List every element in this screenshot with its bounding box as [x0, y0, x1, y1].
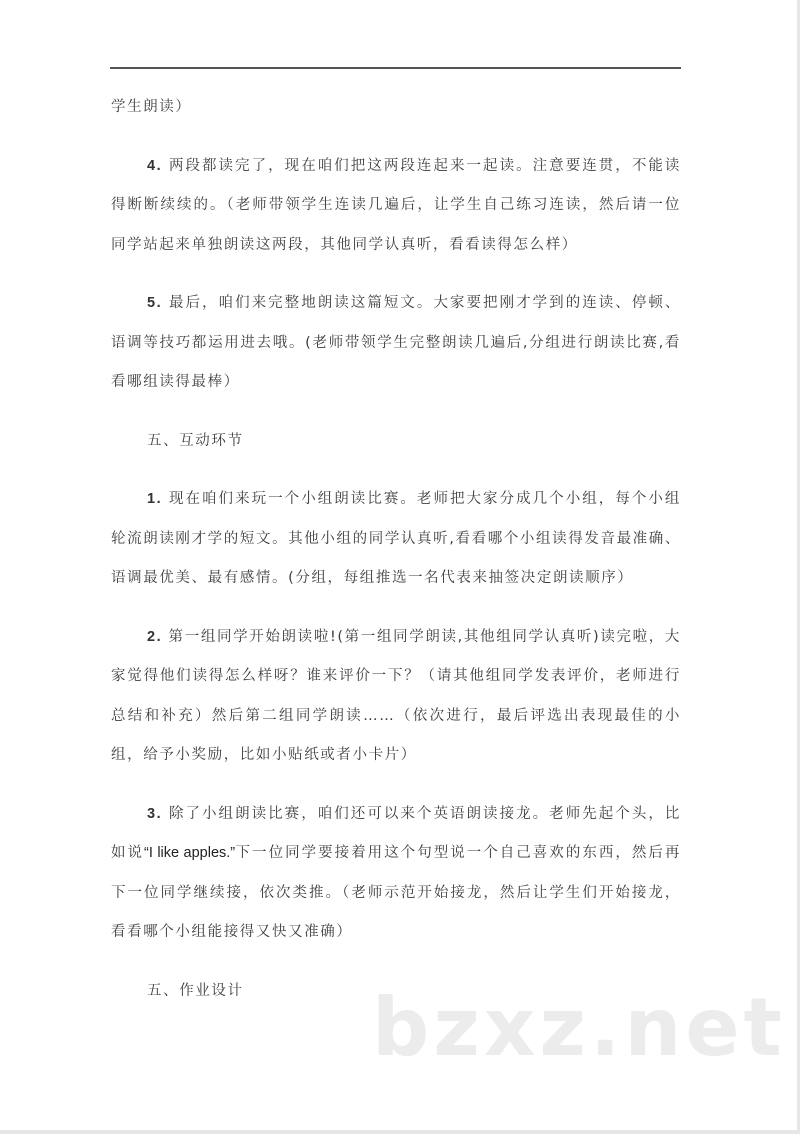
list-item-4: [111, 147, 681, 266]
watermark: bzxz.net: [372, 981, 786, 1074]
list-item-1: [111, 480, 681, 599]
heading-text: 五、作业设计: [147, 982, 244, 999]
paragraph-text: 除了小组朗读比赛，咱们还可以来个英语朗读接龙。老师先起个头，比如说: [111, 805, 681, 861]
paragraph-text: 下一位同学要接着用这个句型说一个自己喜欢的东西，然后再下一位同学继续接，依次类推。（老师示范开始接龙，然后让学生们开始接龙，看看哪个小组能接得又快又准确）: [111, 845, 681, 940]
item-number: 2.: [147, 628, 163, 645]
item-number: 4.: [147, 157, 163, 174]
list-item-5: [111, 284, 681, 403]
item-number: 5.: [147, 295, 163, 311]
header-rule: [110, 67, 681, 69]
list-item-2: [111, 618, 681, 776]
paragraph-text: 最后，咱们来完整地朗读这篇短文。大家要把刚才学到的连读、停顿、语调等技巧都运用进去哦。(老师带领学生完整朗读几遍后,分组进行朗读比赛,看看哪组读得最棒）: [111, 295, 681, 390]
continuation-text: [111, 88, 681, 128]
section-heading-interaction: [111, 422, 681, 462]
item-number: 1.: [147, 491, 163, 507]
item-number: 3.: [147, 805, 163, 822]
list-item-3: [111, 795, 681, 953]
heading-text: 五、互动环节: [147, 432, 244, 449]
english-example: “I like apples.”: [144, 845, 236, 861]
paragraph-text: 第一组同学开始朗读啦!(第一组同学朗读,其他组同学认真听)读完啦，大家觉得他们读得怎么样呀？谁来评价一下？（请其他组同学发表评价，老师进行总结和补充）然后第二组同学朗读……（依次进行，最后评选出表现最佳的小组，给予小奖励，比如小贴纸或者小卡片）: [111, 628, 681, 763]
paragraph-text: 现在咱们来玩一个小组朗读比赛。老师把大家分成几个小组，每个小组轮流朗读刚才学的短文。其他小组的同学认真听,看看哪个小组读得发音最准确、语调最优美、最有感情。(分组，每组推选一名代表来抽签决定朗读顺序）: [111, 491, 681, 586]
paragraph-text: 两段都读完了，现在咱们把这两段连起来一起读。注意要连贯，不能读得断断续续的。（老师带领学生连读几遍后，让学生自己练习连读，然后请一位同学站起来单独朗读这两段，其他同学认真听，看看读得怎么样）: [111, 157, 681, 253]
document-body: [111, 88, 681, 1011]
paragraph-text: 学生朗读）: [111, 99, 192, 115]
